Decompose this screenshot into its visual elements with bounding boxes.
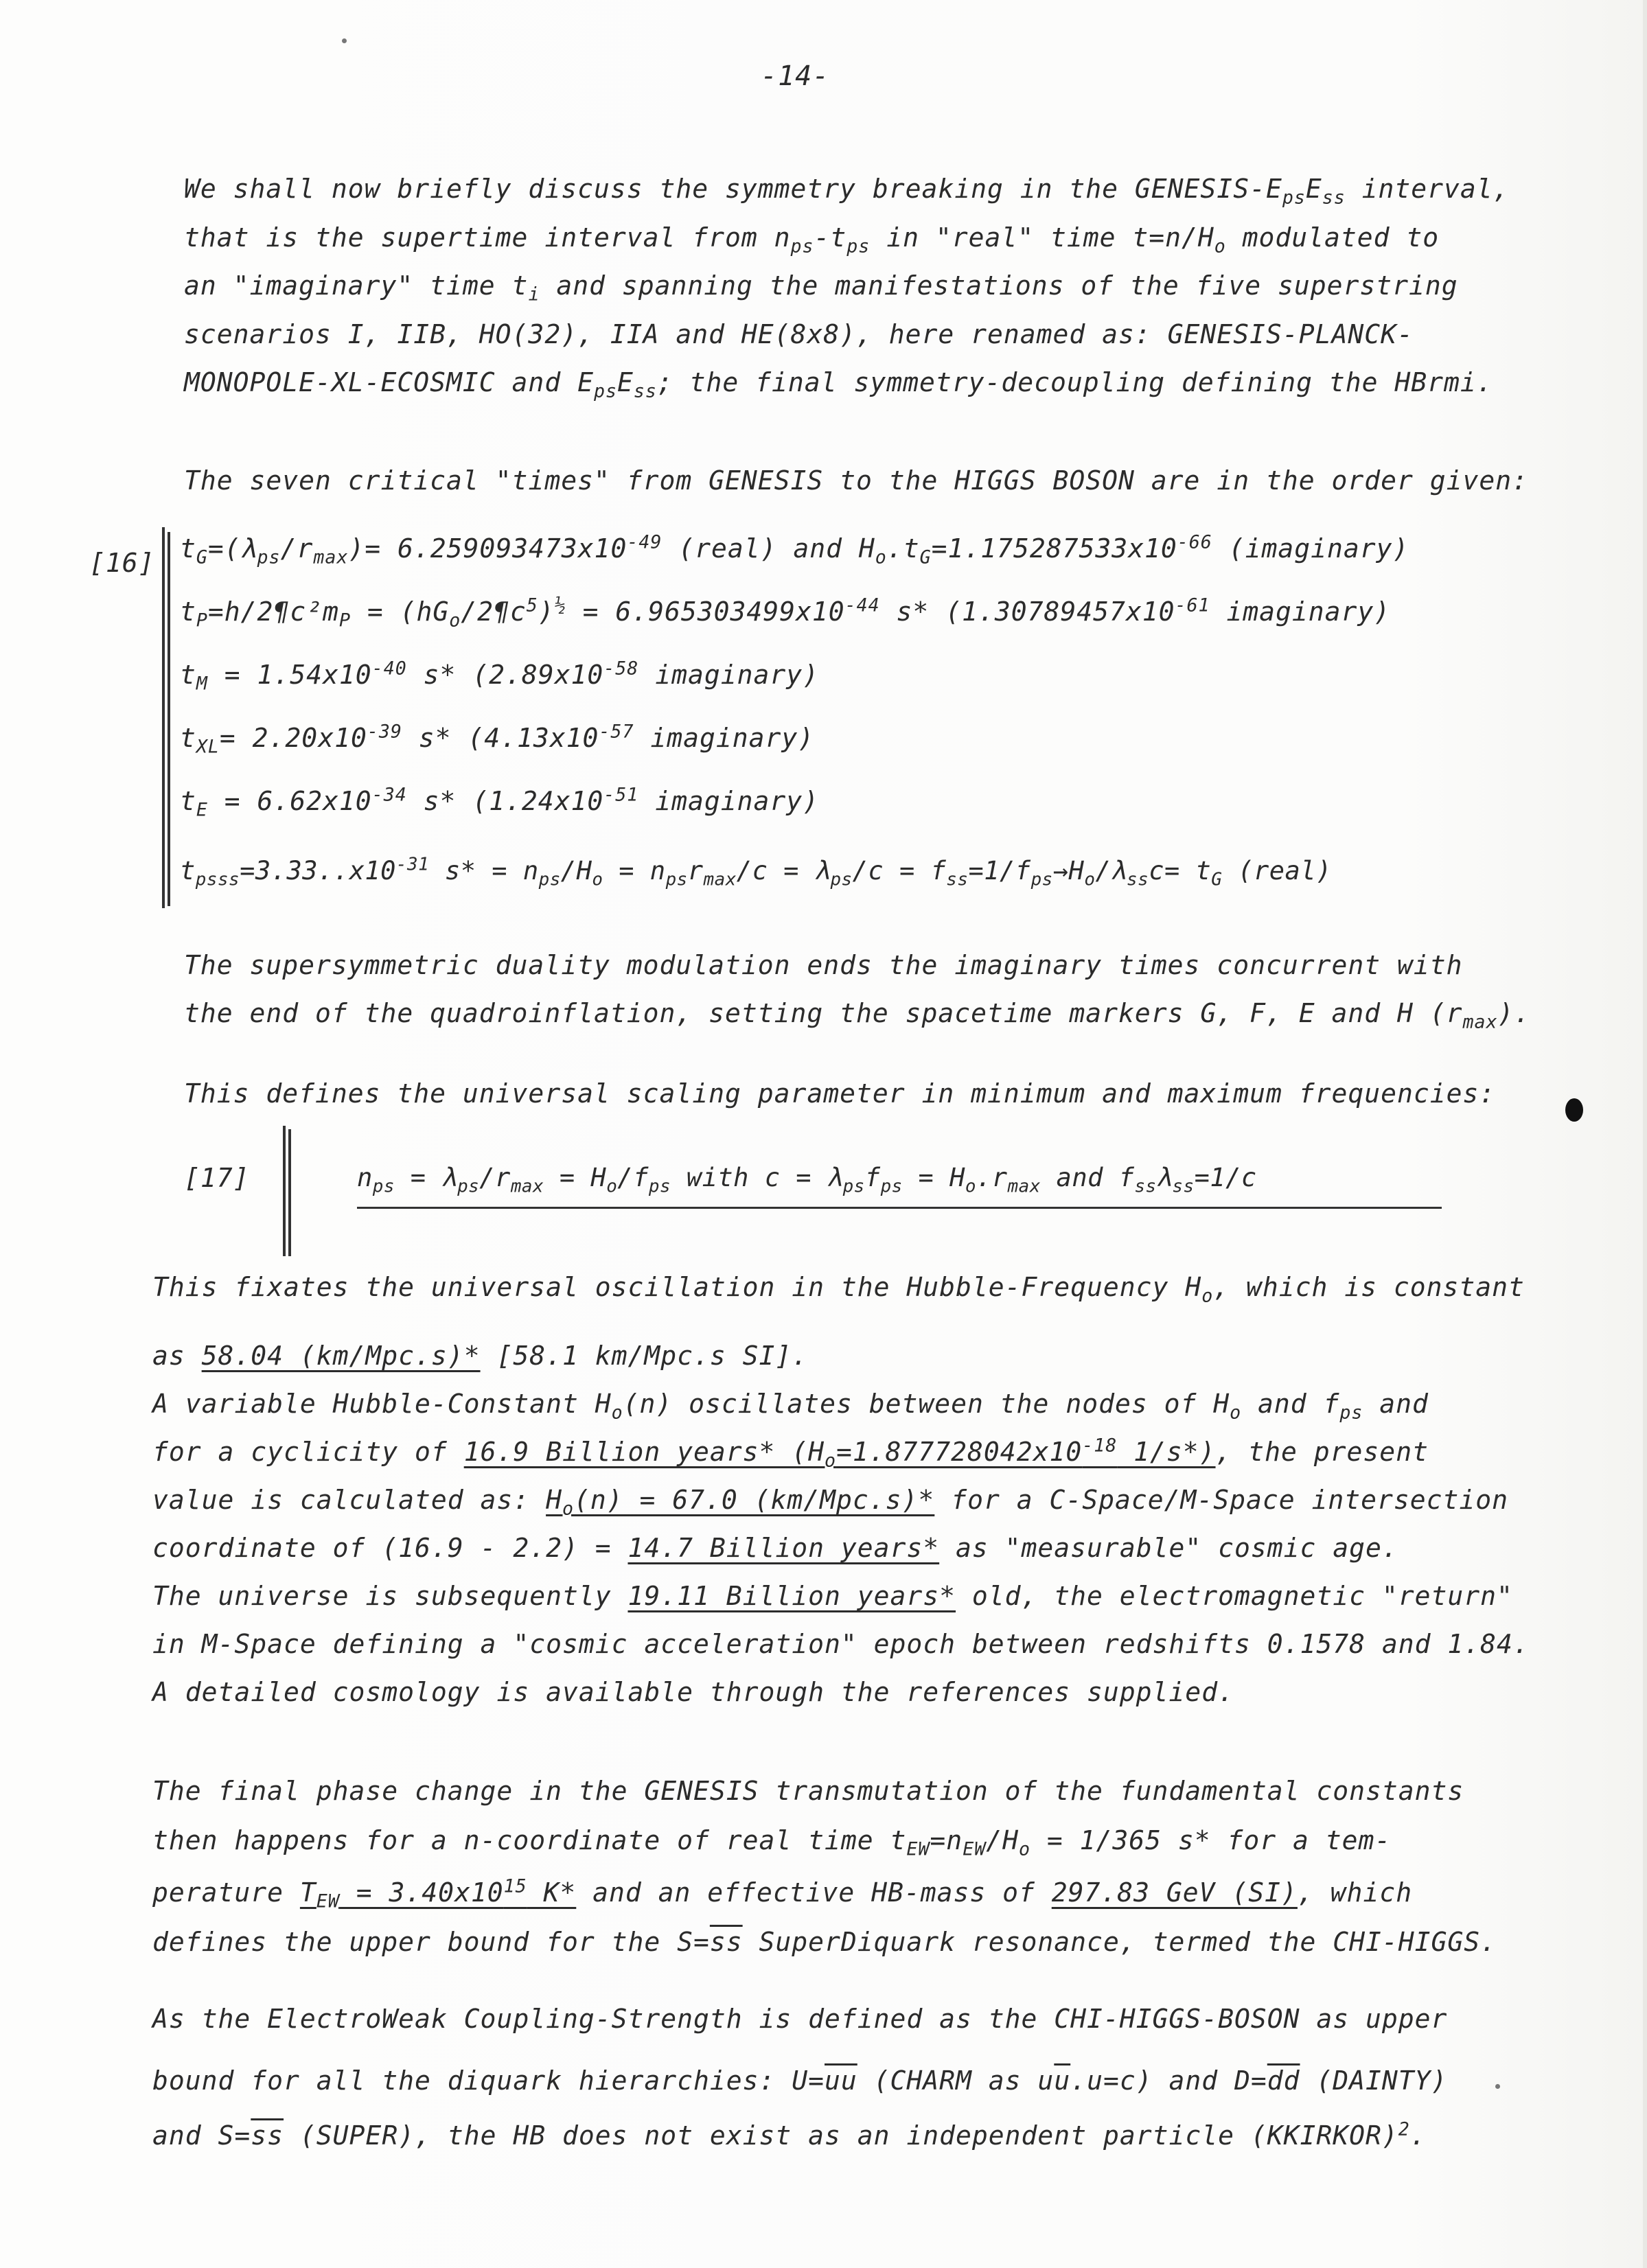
- equation-line: $t_G=(\lambda_{ps}/r_{max})= 6.259093473x10^{-49}$ (real) and $H_o.t_G=1.175287533x10^{-66}$ (imaginary): [180, 531, 1409, 568]
- text-line: A variable Hubble-Constant $H_o(n)$ oscillates between the nodes of $H_o$ and $f_{ps}$ and: [152, 1389, 1429, 1424]
- text-line: The universe is subsequently 19.11 Billion years* old, the electromagnetic "return": [152, 1581, 1513, 1611]
- text-line: A detailed cosmology is available through the references supplied.: [152, 1677, 1234, 1707]
- dust-speck: [1495, 2084, 1500, 2089]
- equation-line: $t_{psss}=3.33..x10^{-31}$ $s* = n_{ps}/H_o = n_{ps}r_{max}/c = \lambda_{ps}/c = f_{ss}=1/f_{ps}\to H_o/\lambda_{ss}c= t_G$ (real): [180, 854, 1332, 890]
- text-line: bound for all the diquark hierarchies: $U=\overline{uu}$ (CHARM as $u\overline{u}.u=c$) and $D=\overline{dd}$ (DAINTY): [152, 2066, 1448, 2096]
- equation-underline: [357, 1207, 1442, 1209]
- equation-line: $t_{XL}= 2.20x10^{-39}$ s* ($4.13x10^{-57}$ imaginary): [180, 721, 815, 758]
- page-number: -14-: [761, 60, 830, 92]
- margin-bracket-line: [168, 532, 170, 906]
- text-line: in M-Space defining a "cosmic acceleration" epoch between redshifts 0.1578 and 1.84.: [152, 1629, 1530, 1659]
- text-line: defines the upper bound for the $S=\overline{ss}$ SuperDiquark resonance, termed the CHI-HIGGS.: [152, 1927, 1497, 1957]
- text-line: value is calculated as: $H_o(n) = 67.0$ (km/Mpc.s)* for a C-Space/M-Space intersection: [152, 1485, 1509, 1520]
- text-line: an "imaginary" time $t_i$ and spanning the manifestations of the five superstring: [184, 270, 1458, 305]
- margin-bracket-line: [283, 1126, 286, 1256]
- dust-speck: [342, 38, 347, 43]
- text-line: then happens for a n-coordinate of real time $t_{EW}=n_{EW}/H_o = 1/365$ s* for a tem-: [152, 1825, 1392, 1860]
- equation-line: $t_E = 6.62x10^{-34}$ s* ($1.24x10^{-51}$ imaginary): [180, 784, 819, 821]
- equation-line: $t_M = 1.54x10^{-40}$ s* ($2.89x10^{-58}$ imaginary): [180, 658, 819, 695]
- text-line: perature $T_{EW} = 3.40x10^{15}$ K* and an effective HB-mass of 297.83 GeV (SI), which: [152, 1875, 1413, 1912]
- paper-edge-shadow: [1643, 0, 1647, 2268]
- text-line: for a cyclicity of 16.9 Billion years* ($H_o=1.877728042x10^{-18}$ 1/s*), the present: [152, 1435, 1429, 1472]
- text-line: scenarios I, IIB, HO(32), IIA and HE(8x8), here renamed as: GENESIS-PLANCK-: [184, 319, 1414, 349]
- equation-label-17: [17]: [184, 1163, 250, 1193]
- text-line: that is the supertime interval from $n_{ps}-t_{ps}$ in "real" time $t=n/H_o$ modulated to: [184, 222, 1440, 257]
- paragraph-scaling: This defines the universal scaling parameter in minimum and maximum frequencies:: [184, 1078, 1496, 1109]
- text-line: coordinate of (16.9 - 2.2) = 14.7 Billion years* as "measurable" cosmic age.: [152, 1533, 1398, 1563]
- equation-line: $t_P=h/2\P c^2m_P$ = $(hG_o/2\P c^5)^{\frac{1}{2}} = 6.965303499x10^{-44}$ s* ($1.30789457x10^{-61}$ imaginary): [180, 594, 1391, 632]
- text-line: The final phase change in the GENESIS transmutation of the fundamental constants: [152, 1776, 1464, 1806]
- margin-bracket-line: [288, 1129, 291, 1256]
- equation-label-16: [16]: [89, 548, 155, 578]
- paragraph-seven-times: The seven critical "times" from GENESIS to the HIGGS BOSON are in the order given:: [184, 465, 1528, 496]
- text-line: The supersymmetric duality modulation ends the imaginary times concurrent with: [184, 950, 1463, 980]
- text-line: This fixates the universal oscillation in the Hubble-Frequency $H_o$, which is constant: [152, 1272, 1525, 1307]
- text-line: As the ElectroWeak Coupling-Strength is defined as the CHI-HIGGS-BOSON as upper: [152, 2004, 1448, 2034]
- margin-bracket-line: [162, 527, 165, 908]
- text-line: and $S=\overline{ss}$ (SUPER), the HB does not exist as an independent particle (KKIRKOR)$^2$.: [152, 2118, 1427, 2151]
- text-line: We shall now briefly discuss the symmetry breaking in the GENESIS-$E_{ps}E_{ss}$ interval,: [184, 174, 1510, 209]
- text-line: MONOPOLE-XL-ECOSMIC and $E_{ps}E_{ss}$; the final symmetry-decoupling defining the HBrmi.: [184, 367, 1493, 402]
- equation-line: $n_{ps} = \lambda_{ps}/r_{max} = H_o/f_{ps}$ with $c = \lambda_{ps}f_{ps} = H_o.r_{max}$ and $f_{ss}\lambda_{ss}=1/c$: [357, 1163, 1257, 1197]
- text-line: the end of the quadroinflation, setting the spacetime markers G, F, E and H $(r_{max})$.: [184, 998, 1531, 1033]
- ink-blot: [1565, 1098, 1583, 1122]
- text-line: as 58.04 (km/Mpc.s)* [58.1 km/Mpc.s SI].: [152, 1341, 809, 1371]
